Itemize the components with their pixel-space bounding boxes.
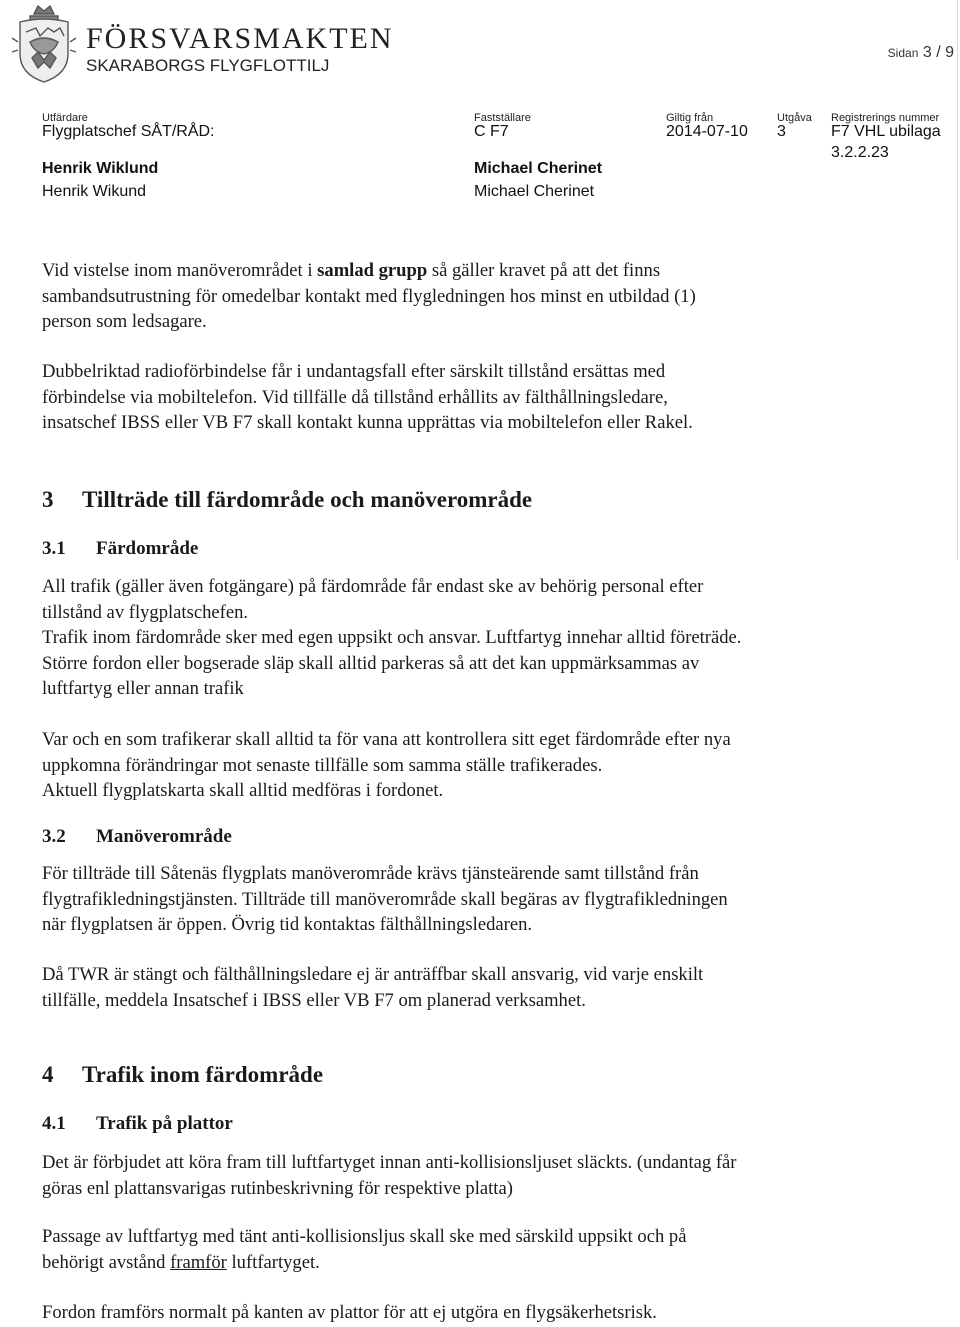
margin-rule <box>957 0 958 560</box>
paragraph-fordon <box>42 1300 922 1326</box>
section-heading-3: 3 Tillträde till färdområde och manöverområde <box>42 487 533 512</box>
paragraph-manoeveromrade <box>42 861 922 938</box>
emphasis-group: samlad grupp <box>317 260 428 281</box>
page-current: 3 <box>922 44 932 61</box>
text-line: luftfartyg eller annan trafik <box>42 678 244 699</box>
subsection-heading-3-1: 3.1 Färdområde <box>42 538 199 559</box>
crest-icon <box>10 2 78 91</box>
text-line: insatschef IBSS eller VB F7 skall kontakt kunna upprättas via mobiltelefon eller Rakel. <box>42 412 693 433</box>
page-label: Sidan <box>887 46 919 60</box>
text-line: Större fordon eller bogserade släp skall alltid parkeras så att det kan uppmärksammas av <box>42 652 700 674</box>
text-line: person som ledsagare. <box>42 311 207 332</box>
paragraph-twr-closed <box>42 962 922 1013</box>
text-line: Var och en som trafikerar skall alltid ta för vana att kontrollera sitt eget färdområde efter nya <box>42 729 731 750</box>
paragraph-plattor <box>42 1150 922 1201</box>
text-line: Dubbelriktad radioförbindelse får i undantagsfall efter särskilt tillstånd ersättas med <box>42 361 666 382</box>
org-subtitle: SKARABORGS FLYGFLOTTILJ <box>86 56 330 75</box>
org-name: FÖRSVARSMAKTEN <box>86 22 394 55</box>
paragraph-faerdomrade <box>42 574 922 702</box>
text-line: All trafik (gäller även fotgängare) på färdområde får endast ske av behörig personal efter <box>42 576 704 597</box>
registration-number: 3.2.2.23 <box>831 144 889 161</box>
edition-label: Utgåva <box>777 112 812 124</box>
text-line: sambandsutrustning för omedelbar kontakt med flygledningen hos minst en utbildad (1) <box>42 285 696 307</box>
text-line: Det är förbjudet att köra fram till luftfartyget innan anti-kollisionsljuset släckts. (undantag får <box>42 1152 737 1173</box>
paragraph-group-members <box>42 258 922 335</box>
text-line: Passage av luftfartyg med tänt anti-kollisionsljus skall ske med särskild uppsikt och på <box>42 1226 687 1247</box>
text-line: Fordon framförs normalt på kanten av plattor för att ej utgöra en flygsäkerhetsrisk. <box>42 1302 657 1323</box>
page-indicator <box>888 44 954 62</box>
issuer-value: Flygplatschef SÅT/RÅD: <box>42 123 215 140</box>
text-line: göras enl plattansvarigas rutinbeskrivning för respektive platta) <box>42 1177 513 1199</box>
text-line: tillfälle, meddela Insatschef i IBSS eller VB F7 om planerad verksamhet. <box>42 989 586 1011</box>
issuer-name: Henrik Wikund <box>42 183 147 200</box>
text-line: tillstånd av flygplatschefen. <box>42 601 249 623</box>
approver-value: C F7 <box>474 123 509 140</box>
paragraph-responsibility <box>42 727 922 804</box>
edition-value: 3 <box>777 123 786 140</box>
approver-name: Michael Cherinet <box>474 183 595 200</box>
page-total: 9 <box>945 44 954 61</box>
text-line: Trafik inom färdområde sker med egen uppsikt och ansvar. Luftfartyg innehar alltid företräde. <box>42 627 742 648</box>
approver-name-bold: Michael Cherinet <box>474 160 603 177</box>
text-line: Aktuell flygplatskarta skall alltid medföras i fordonet. <box>42 780 444 801</box>
paragraph-radio <box>42 359 922 436</box>
text-line: Då TWR är stängt och fälthållningsledare ej är anträffbar skall ansvarig, vid varje enskilt <box>42 964 704 985</box>
subsection-heading-3-2: 3.2 Manöverområde <box>42 826 232 847</box>
text-line: förbindelse via mobiltelefon. Vid tillfälle då tillstånd erhållits av fälthållningsledare, <box>42 386 668 408</box>
registration-value: F7 VHL ubilaga <box>831 123 941 140</box>
subsection-heading-4-1: 4.1 Trafik på plattor <box>42 1113 233 1134</box>
issuer-name-bold: Henrik Wiklund <box>42 160 159 177</box>
valid-from-label: Giltig från <box>666 112 714 124</box>
approver-label: Fastställare <box>474 112 531 124</box>
paragraph-passage <box>42 1224 922 1275</box>
issuer-label: Utfärdare <box>42 112 88 124</box>
text-line: Vid vistelse inom manöverområdet i samlad grupp så gäller kravet på att det finns <box>42 260 661 281</box>
valid-from-value: 2014-07-10 <box>666 123 748 140</box>
text-line: uppkomna förändringar mot senaste tillfälle som samma ställe trafikerades. <box>42 754 603 776</box>
text-line: när flygplatsen är öppen. Övrig tid kontaktas fälthållningsledaren. <box>42 914 533 935</box>
underlined-word: framför <box>170 1251 227 1273</box>
section-heading-4: 4 Trafik inom färdområde <box>42 1062 324 1087</box>
text-line: För tillträde till Såtenäs flygplats manöverområde krävs tjänsteärende samt tillstånd från <box>42 863 699 884</box>
text-line: flygtrafikledningstjänsten. Tillträde till manöverområde skall begäras av flygtrafikledningen <box>42 888 728 910</box>
page-separator: / <box>936 44 941 61</box>
registration-label: Registrerings nummer <box>831 112 940 124</box>
text-line: behörigt avstånd framför luftfartyget. <box>42 1251 320 1273</box>
